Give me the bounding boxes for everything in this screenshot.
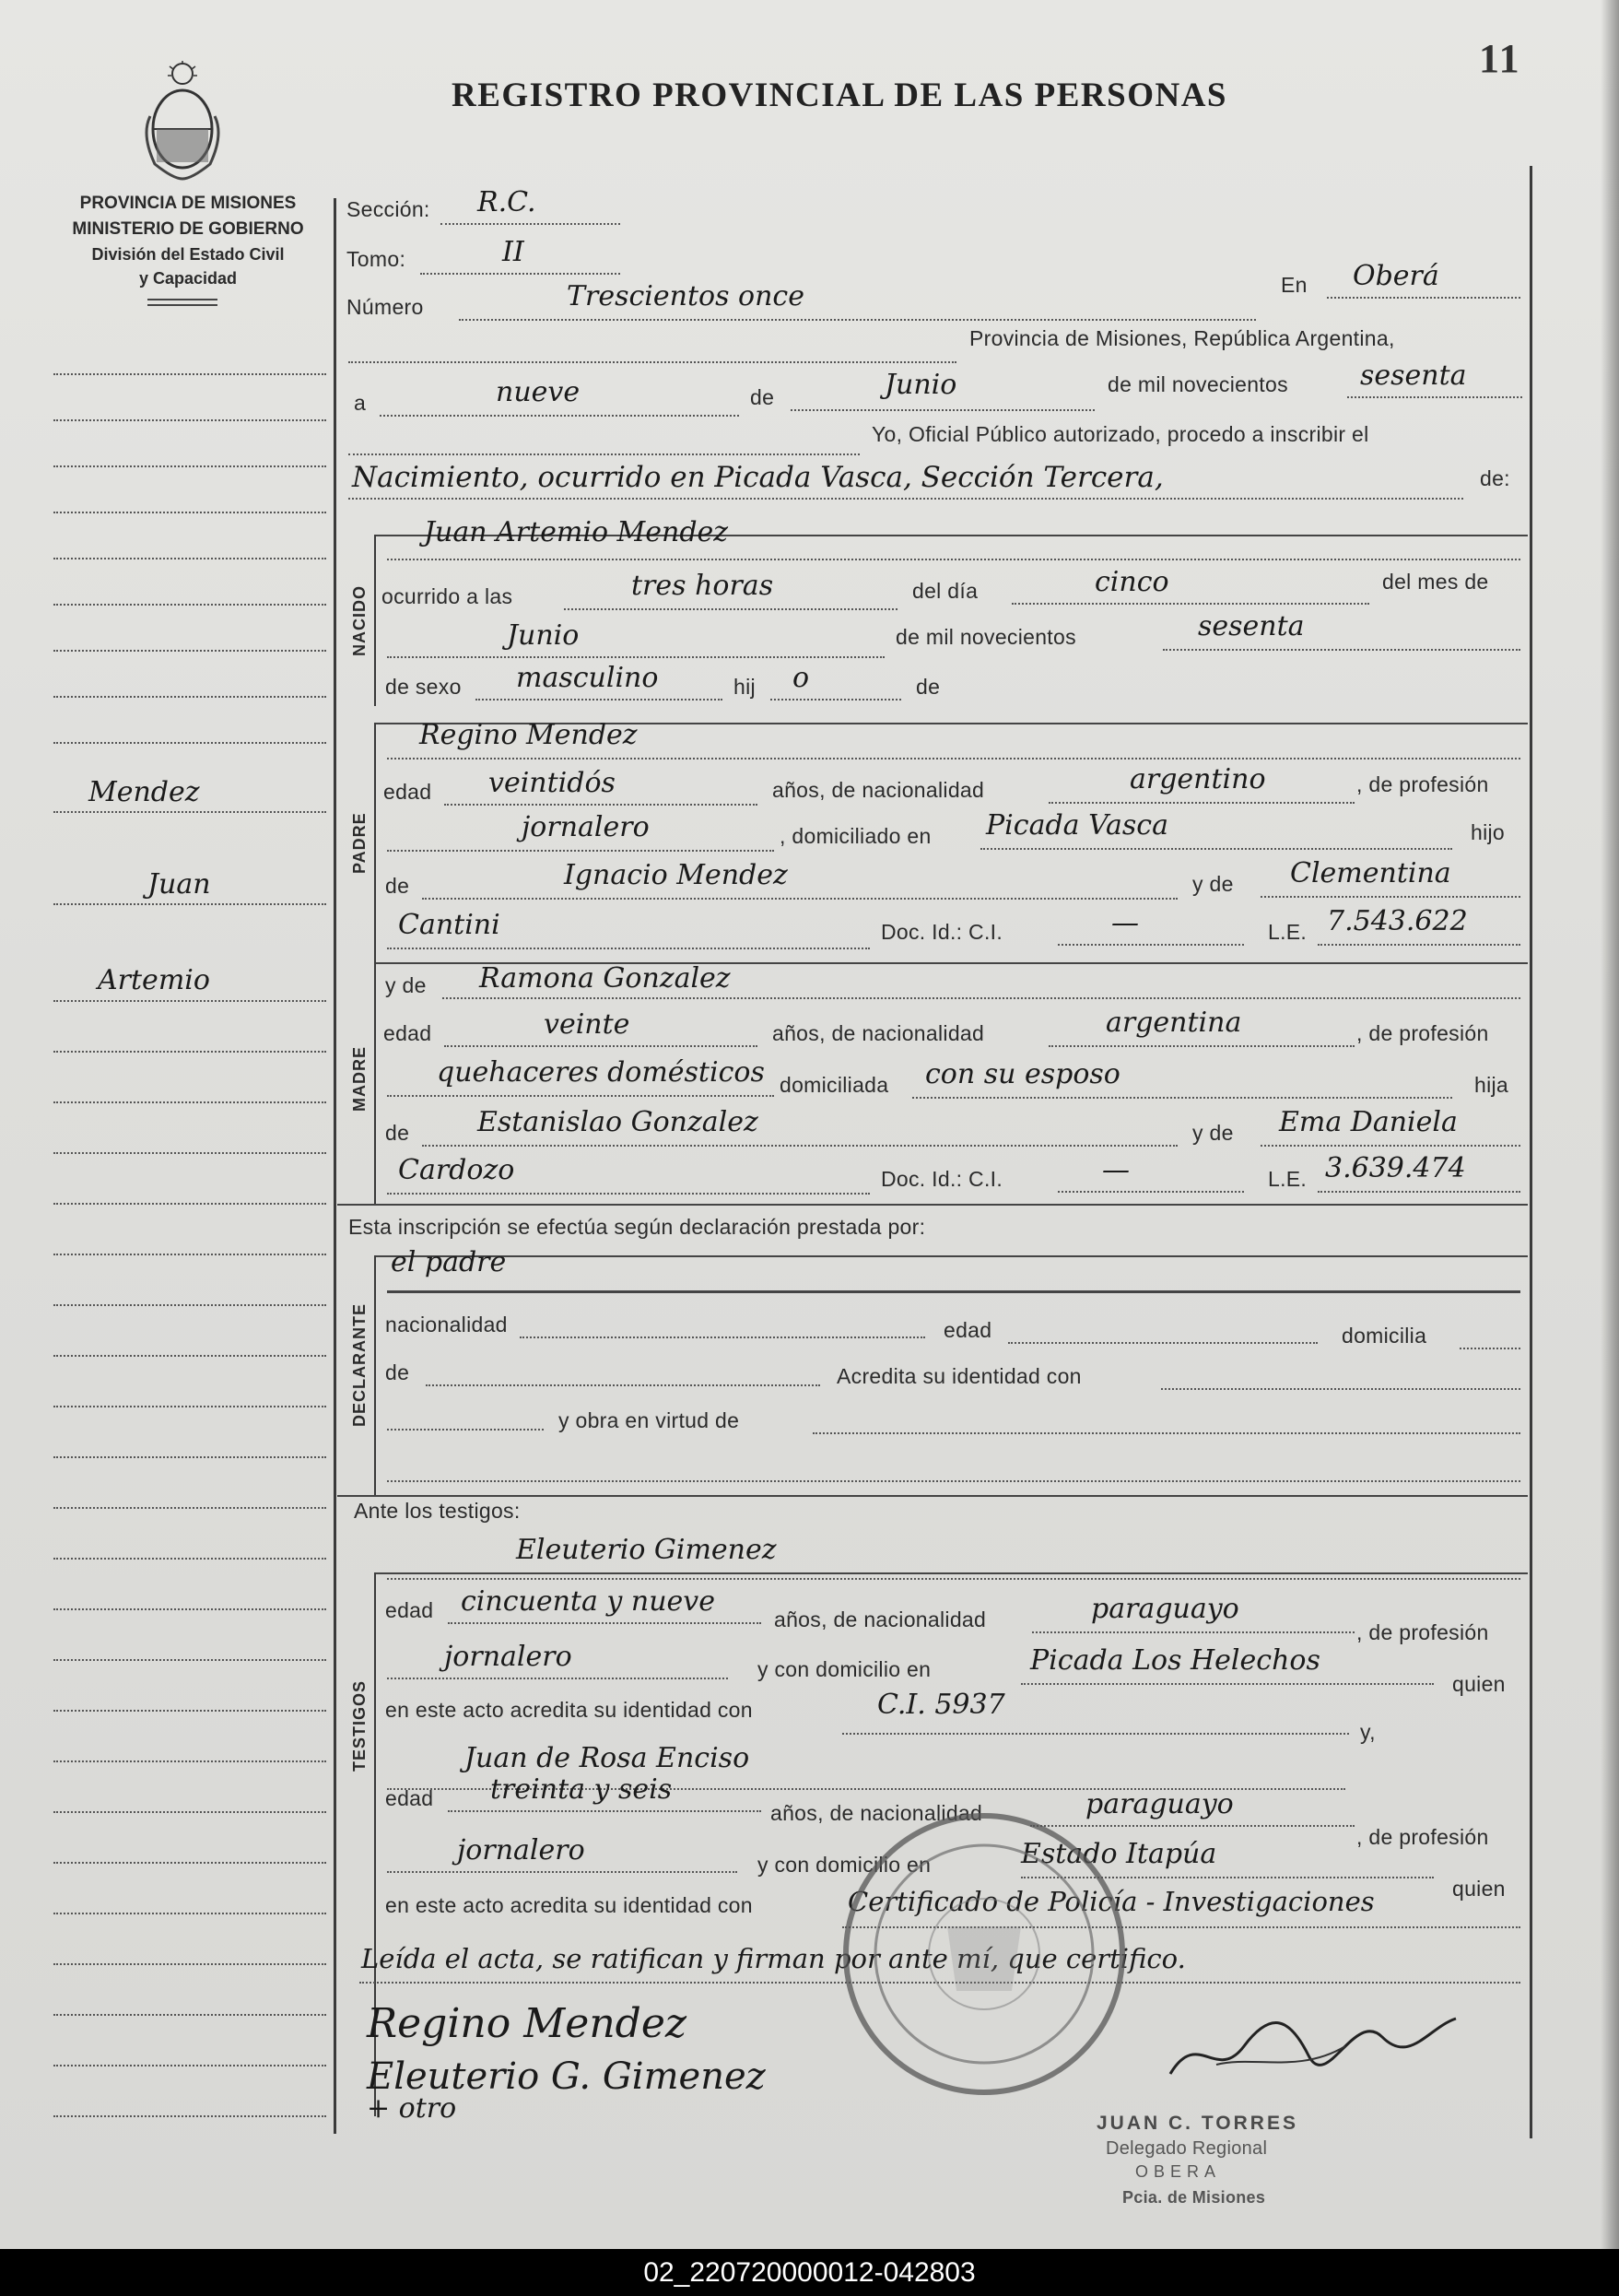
section-bracket: [374, 962, 376, 1204]
field-line: [475, 699, 722, 701]
field-line: [387, 1480, 1520, 1482]
label-seccion: Sección:: [346, 197, 430, 221]
margin-line: [53, 465, 326, 467]
field-line: [1012, 603, 1369, 605]
label-decl-domicilia: domicilia: [1342, 1324, 1427, 1348]
label-yo: Yo, Oficial Público autorizado, procedo a inscribir el: [872, 422, 1369, 446]
label-t1-prof: , de profesión: [1356, 1620, 1489, 1644]
value-nombre: Juan Artemio Mendez: [424, 516, 729, 548]
field-line: [1460, 1348, 1520, 1349]
signature-testigo-2: + otro: [367, 2092, 457, 2125]
label-padre-nac: años, de nacionalidad: [772, 778, 985, 802]
label-inscripcion: Esta inscripción se efectúa según declaración prestada por:: [348, 1215, 926, 1239]
field-line: [1261, 1145, 1520, 1147]
label-t1-quien: quien: [1452, 1672, 1506, 1696]
value-t1-nombre: Eleuterio Gimenez: [516, 1534, 777, 1566]
margin-line: [53, 2014, 326, 2016]
label-madre-nac: años, de nacionalidad: [772, 1021, 985, 1045]
official-signature-icon: [1161, 1991, 1465, 2092]
label-tomo: Tomo:: [346, 247, 406, 271]
label-padre-doc: Doc. Id.: C.I.: [881, 920, 1003, 944]
field-line: [980, 848, 1452, 850]
section-label-padre: PADRE: [350, 812, 369, 874]
margin-line: [53, 1101, 326, 1103]
value-t2-edad: treinta y seis: [490, 1773, 673, 1806]
label-decl-en: de: [385, 1360, 410, 1384]
value-madre-nombre: Ramona Gonzalez: [479, 962, 731, 995]
document-id-footer: 02_220720000012-042803: [0, 2249, 1619, 2296]
org-province: PROVINCIA DE MISIONES: [79, 194, 297, 213]
value-anio-nac: sesenta: [1198, 610, 1305, 642]
value-t2-nac: paraguayo: [1085, 1788, 1234, 1820]
label-t2-quien: quien: [1452, 1877, 1506, 1901]
field-line: [1347, 396, 1522, 398]
margin-line: [53, 1710, 326, 1712]
margin-line: [53, 1152, 326, 1154]
field-line: [1163, 649, 1520, 651]
field-line: [387, 948, 870, 949]
field-line: [448, 1810, 761, 1812]
stamp-role: Delegado Regional: [1106, 2138, 1268, 2159]
field-line: [387, 1193, 870, 1195]
field-line: [422, 898, 1178, 900]
field-line: [387, 1429, 544, 1431]
field-line: [387, 1578, 1520, 1580]
value-tomo: II: [502, 236, 524, 268]
value-padre-prof: jornalero: [522, 811, 650, 843]
field-line: [348, 361, 956, 363]
margin-line: [53, 419, 326, 421]
stamp-name: JUAN C. TORRES: [1097, 2113, 1298, 2134]
label-decl-nac: nacionalidad: [385, 1313, 508, 1336]
value-t1-doc: C.I. 5937: [877, 1689, 1005, 1721]
label-t1-y: y,: [1360, 1720, 1376, 1744]
value-t2-nombre: Juan de Rosa Enciso: [464, 1742, 750, 1774]
value-madre-padre: Estanislao Gonzalez: [477, 1106, 758, 1138]
label-t1-edad: edad: [385, 1598, 434, 1622]
margin-line: [53, 512, 326, 513]
field-line: [1008, 1342, 1318, 1344]
field-line: [1058, 1191, 1244, 1193]
value-mes-nac: Junio: [507, 619, 580, 652]
field-line: [380, 415, 739, 417]
label-madre-edad: edad: [383, 1021, 432, 1045]
label-de: de: [750, 385, 775, 409]
field-line: [348, 453, 860, 455]
margin-line: [53, 1963, 326, 1965]
value-t2-prof: jornalero: [457, 1834, 585, 1866]
margin-line: [53, 1304, 326, 1306]
label-ante: Ante los testigos:: [354, 1499, 521, 1523]
margin-line: [53, 1558, 326, 1560]
value-acto: Nacimiento, ocurrido en Picada Vasca, Sección Tercera,: [352, 461, 1164, 494]
stamp-place: OBERA: [1135, 2162, 1222, 2181]
field-line: [1327, 297, 1520, 299]
margin-line: [53, 1203, 326, 1205]
label-madre-de: de: [385, 1121, 410, 1145]
margin-line: [53, 2065, 326, 2066]
value-madre-le: 3.639.474: [1325, 1152, 1466, 1184]
value-madre-prof: quehaceres domésticos: [437, 1056, 765, 1089]
label-padre-yde: y de: [1192, 872, 1234, 896]
value-t1-nac: paraguayo: [1091, 1593, 1239, 1625]
value-madre-madre-1: Ema Daniela: [1279, 1106, 1458, 1138]
official-seal-icon: [837, 1807, 1132, 2102]
section-rule: [387, 1290, 1520, 1293]
label-de-mil: de mil novecientos: [1108, 372, 1288, 396]
section-label-nacido: NACIDO: [350, 585, 369, 656]
field-line: [1049, 802, 1355, 804]
value-anio: sesenta: [1360, 359, 1467, 392]
margin-note-surname: Mendez: [88, 776, 200, 808]
field-line: [387, 1678, 728, 1679]
margin-line: [53, 1507, 326, 1509]
document-title: REGISTRO PROVINCIAL DE LAS PERSONAS: [452, 77, 1228, 114]
section-rule: [376, 1572, 1528, 1574]
margin-line: [53, 1659, 326, 1661]
margin-line: [53, 373, 326, 375]
field-line: [912, 1097, 1452, 1099]
section-label-declarante: DECLARANTE: [350, 1303, 369, 1427]
field-line: [387, 850, 774, 852]
field-line: [770, 699, 901, 701]
value-dia: nueve: [496, 376, 581, 408]
section-bracket: [374, 1255, 376, 1495]
org-ministry: MINISTERIO DE GOBIERNO: [72, 219, 304, 239]
label-madre-le: L.E.: [1268, 1167, 1308, 1191]
value-padre-edad: veintidós: [488, 767, 616, 799]
value-declarante: el padre: [391, 1246, 507, 1278]
divider: [147, 299, 217, 300]
label-madre-hija: hija: [1474, 1073, 1509, 1097]
field-line: [1261, 896, 1520, 898]
field-line: [444, 1045, 757, 1047]
value-seccion: R.C.: [477, 186, 536, 218]
label-t1-dom: y con domicilio en: [757, 1657, 932, 1681]
margin-line: [53, 604, 326, 606]
page-number: 11: [1479, 36, 1521, 81]
field-line: [791, 409, 1095, 411]
label-t1-nac: años, de nacionalidad: [774, 1607, 987, 1631]
org-division: División del Estado Civil: [91, 245, 285, 264]
margin-line: [53, 558, 326, 559]
label-en: En: [1281, 273, 1308, 297]
margin-line: [53, 696, 326, 698]
value-cierre: Leída el acta, se ratifican y firman por ante mí, que certifico.: [361, 1943, 1186, 1974]
field-line: [387, 559, 1520, 560]
value-hora: tres horas: [631, 570, 774, 602]
margin-line: [53, 1254, 326, 1255]
field-line: [1318, 1191, 1520, 1193]
margin-line: [53, 1913, 326, 1914]
label-sexo: de sexo: [385, 675, 462, 699]
field-line: [387, 758, 1520, 759]
value-t1-edad: cincuenta y nueve: [461, 1585, 715, 1618]
section-rule: [337, 1495, 1528, 1497]
label-t2-nac: años, de nacionalidad: [770, 1801, 983, 1825]
value-madre-edad: veinte: [544, 1008, 630, 1041]
section-bracket: [374, 723, 376, 962]
margin-line: [53, 1456, 326, 1458]
label-decl-edad: edad: [944, 1318, 992, 1342]
field-line: [1058, 944, 1244, 946]
field-line: [387, 1871, 737, 1873]
label-ocurrido: ocurrido a las: [381, 584, 513, 608]
field-line: [1032, 1631, 1355, 1633]
value-t1-dom: Picada Los Helechos: [1030, 1644, 1320, 1677]
label-padre-hijo: hijo: [1471, 820, 1506, 844]
field-line: [1049, 1045, 1355, 1047]
field-line: [422, 1145, 1178, 1147]
label-de-sexo: de: [916, 675, 941, 699]
label-padre-edad: edad: [383, 780, 432, 804]
label-a: a: [354, 391, 367, 415]
main-left-border: [334, 198, 336, 2134]
label-t2-edad: edad: [385, 1786, 434, 1810]
field-line: [387, 656, 885, 658]
value-madre-ci: —: [1102, 1154, 1130, 1186]
field-line: [564, 608, 897, 610]
value-padre-dom: Picada Vasca: [986, 809, 1168, 842]
label-numero: Número: [346, 295, 424, 319]
field-line: [448, 1622, 761, 1624]
margin-line: [53, 650, 326, 652]
label-madre-prof: , de profesión: [1356, 1021, 1489, 1045]
value-padre-nombre: Regino Mendez: [419, 719, 638, 751]
field-line: [442, 997, 1520, 999]
margin-line: [53, 2115, 326, 2117]
margin-line: [53, 903, 326, 905]
label-padre-de: de: [385, 874, 410, 898]
label-hij: hij: [733, 675, 756, 699]
value-madre-nac: argentina: [1106, 1007, 1242, 1039]
stamp-province: Pcia. de Misiones: [1122, 2188, 1266, 2207]
section-rule: [376, 1255, 1528, 1257]
margin-line: [53, 1862, 326, 1864]
value-numero: Trescientos once: [567, 280, 804, 312]
value-t2-doc: Certificado de Policía - Investigaciones: [848, 1886, 1375, 1917]
field-line: [440, 223, 620, 225]
signature-padre: Regino Mendez: [367, 2000, 687, 2047]
field-line: [842, 1733, 1349, 1735]
value-padre-ci: —: [1111, 907, 1139, 939]
value-padre-madre-2: Cantini: [398, 909, 500, 941]
field-line: [459, 319, 1256, 321]
field-line: [387, 1095, 774, 1097]
value-sexo: masculino: [516, 662, 659, 694]
margin-line: [53, 1760, 326, 1762]
value-padre-padre: Ignacio Mendez: [564, 859, 788, 891]
margin-line: [53, 1406, 326, 1407]
coat-of-arms-icon: [136, 61, 229, 190]
margin-line: [53, 811, 326, 813]
field-line: [1318, 944, 1520, 946]
field-line: [426, 1384, 820, 1386]
label-t2-prof: , de profesión: [1356, 1825, 1489, 1849]
field-line: [348, 498, 1463, 500]
label-t1-acto: en este acto acredita su identidad con: [385, 1698, 753, 1722]
margin-line: [53, 1051, 326, 1053]
value-dia-nac: cinco: [1095, 566, 1169, 598]
label-t2-acto: en este acto acredita su identidad con: [385, 1893, 753, 1917]
margin-line: [53, 1355, 326, 1357]
margin-line: [53, 1000, 326, 1002]
section-label-testigos: TESTIGOS: [350, 1679, 369, 1772]
margin-note-middle-name: Artemio: [98, 964, 210, 996]
field-line: [1021, 1683, 1434, 1685]
value-t2-dom: Estado Itapúa: [1021, 1838, 1217, 1870]
field-line: [813, 1432, 1520, 1434]
label-padre-le: L.E.: [1268, 920, 1308, 944]
label-madre-yde-2: y de: [1192, 1121, 1234, 1145]
value-madre-dom: con su esposo: [925, 1058, 1120, 1090]
value-localidad: Oberá: [1353, 260, 1439, 292]
divider: [147, 304, 217, 306]
field-line: [520, 1336, 925, 1338]
org-capacity: y Capacidad: [138, 269, 238, 288]
section-bracket: [374, 535, 376, 706]
value-hij-suffix: o: [792, 662, 810, 694]
label-del-dia: del día: [912, 579, 979, 603]
margin-line: [53, 1608, 326, 1610]
signature-testigo-1: Eleuterio G. Gimenez: [367, 2055, 766, 2098]
label-t2-dom: y con domicilio en: [757, 1853, 932, 1877]
field-line: [1161, 1388, 1520, 1390]
label-decl-acredita: Acredita su identidad con: [837, 1364, 1082, 1388]
value-padre-le: 7.543.622: [1327, 905, 1468, 937]
label-padre-prof: , de profesión: [1356, 772, 1489, 796]
label-del-mes: del mes de: [1382, 570, 1489, 594]
field-line: [420, 273, 620, 275]
section-rule: [337, 1204, 1528, 1206]
label-de-colon: de:: [1480, 466, 1510, 490]
value-t1-prof: jornalero: [444, 1641, 572, 1673]
margin-line: [53, 742, 326, 744]
label-madre-yde: y de: [385, 973, 427, 997]
label-padre-dom: , domiciliado en: [780, 824, 932, 848]
value-padre-madre-1: Clementina: [1290, 857, 1451, 889]
label-provincia: Provincia de Misiones, República Argentina,: [969, 326, 1395, 350]
margin-note-first-name: Juan: [147, 868, 211, 901]
label-madre-dom: domiciliada: [780, 1073, 889, 1097]
label-decl-obra: y obra en virtud de: [558, 1408, 740, 1432]
field-line: [444, 804, 757, 806]
value-madre-madre-2: Cardozo: [398, 1154, 515, 1186]
section-label-madre: MADRE: [350, 1046, 369, 1112]
value-padre-nac: argentino: [1130, 763, 1266, 795]
label-madre-doc: Doc. Id.: C.I.: [881, 1167, 1003, 1191]
main-right-border: [1530, 166, 1532, 2138]
label-de-mil-nac: de mil novecientos: [896, 625, 1076, 649]
value-mes: Junio: [885, 369, 957, 401]
margin-line: [53, 1811, 326, 1813]
